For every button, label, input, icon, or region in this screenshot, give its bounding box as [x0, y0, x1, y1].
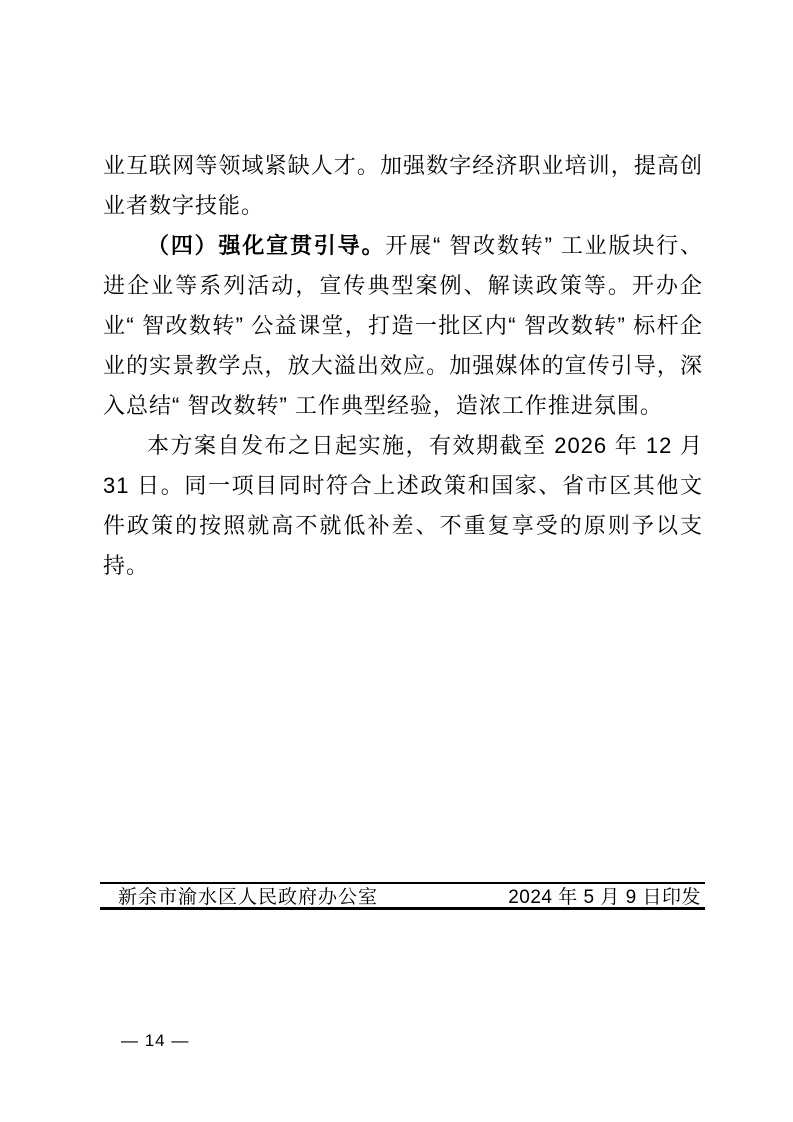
print-date: 2024 年 5 月 9 日印发: [508, 887, 701, 908]
paragraph-section-4: [103, 226, 703, 426]
document-footer: [100, 882, 705, 910]
paragraph-continuation: [103, 146, 703, 226]
document-body: [103, 146, 703, 586]
issuer-name: 新余市渝水区人民政府办公室: [118, 887, 379, 908]
paragraph-validity: [103, 426, 703, 586]
paragraph-text: 业互联网等领域紧缺人才。加强数字经济职业培训，提高创业者数字技能。: [103, 153, 703, 218]
paragraph-text: 开展“ 智改数转” 工业版块行、进企业等系列活动，宣传典型案例、解读政策等。开办企业“ 智改数转” 公益课堂，打造一批区内“ 智改数转” 标杆企业的实景教学点，放大溢出效应。加强媒体的宣传引导，深入总结“ 智改数转” 工作典型经验，造浓工作推进氛围。: [103, 233, 703, 418]
page-number: — 14 —: [121, 1031, 190, 1050]
section-heading: （四）强化宣贯引导。: [147, 233, 386, 258]
paragraph-text: 本方案自发布之日起实施，有效期截至 2026 年 12 月 31 日。同一项目同时符合上述政策和国家、省市区其他文件政策的按照就高不就低补差、不重复享受的原则予以支持。: [103, 433, 703, 578]
